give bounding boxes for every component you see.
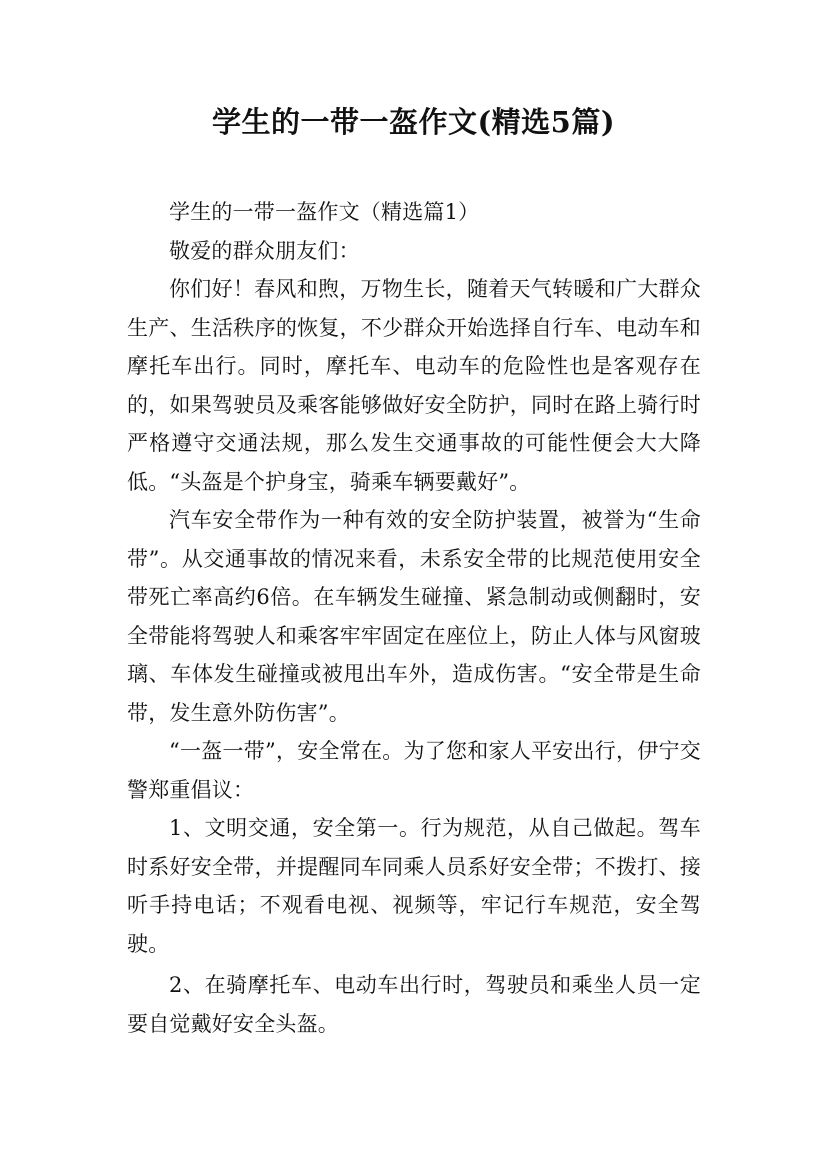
paragraph-greeting: 你们好！春风和煦，万物生长，随着天气转暖和广大群众生产、生活秩序的恢复，不少群众开始选择自行车、电动车和摩托车出行。同时，摩托车、电动车的危险性也是客观存在的，如果驾驶员及乘客能够做好安全防护，同时在路上骑行时严格遵守交通法规，那么发生交通事故的可能性便会大大降低。“头盔是个护身宝，骑乘车辆要戴好”。 xyxy=(127,277,701,494)
document-title: 学生的一带一盔作文(精选5篇) xyxy=(211,105,616,139)
section-heading: 学生的一带一盔作文（精选篇1） xyxy=(169,200,480,224)
paragraph-seatbelt: 汽车安全带作为一种有效的安全防护装置，被誉为“生命带”。从交通事故的情况来看，未系安全带的比规范使用安全带死亡率高约6倍。在车辆发生碰撞、紧急制动或侧翻时，安全带能将驾驶人和乘客牢牢固定在座位上，防止人体与风窗玻璃、车体发生碰撞或被甩出车外，造成伤害。“安全带是生命带，发生意外防伤害”。 xyxy=(127,508,701,725)
proposal-item-2: 2、在骑摩托车、电动车出行时，驾驶员和乘坐人员一定要自觉戴好安全头盔。 xyxy=(127,973,701,1036)
proposal-item-1: 1、文明交通，安全第一。行为规范，从自己做起。驾车时系好安全带，并提醒同车同乘人员系好安全带；不拨打、接听手持电话；不观看电视、视频等，牢记行车规范，安全驾驶。 xyxy=(127,816,701,956)
paragraph-proposal: “一盔一带”，安全常在。为了您和家人平安出行，伊宁交警郑重倡议： xyxy=(127,739,701,802)
salutation: 敬爱的群众朋友们： xyxy=(169,238,360,263)
document-body xyxy=(127,193,701,1043)
